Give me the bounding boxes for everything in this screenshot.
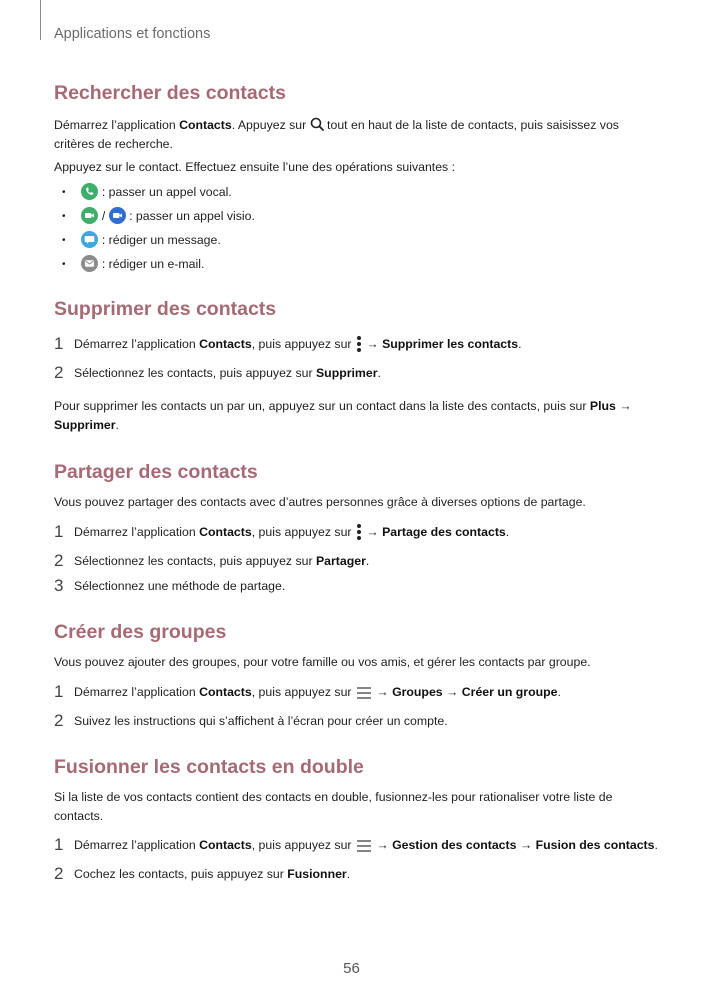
section-title-groups: Créer des groupes bbox=[54, 621, 227, 643]
search-icon bbox=[310, 117, 324, 131]
step-item bbox=[54, 523, 509, 541]
separator-text: / bbox=[98, 209, 109, 223]
arrow-text: → bbox=[362, 525, 383, 539]
section-title-search: Rechercher des contacts bbox=[54, 82, 286, 104]
bold-text: Contacts bbox=[199, 685, 252, 699]
bold-text: Plus bbox=[589, 399, 616, 413]
text: critères de recherche. bbox=[54, 136, 173, 151]
step-item bbox=[54, 865, 350, 883]
text: Démarrez l’application bbox=[74, 838, 200, 852]
search-paragraph-2: Appuyez sur le contact. Effectuez ensuite l’une des opérations suivantes : bbox=[54, 160, 456, 174]
bullet-item bbox=[62, 207, 255, 226]
bold-text: Contacts bbox=[199, 525, 252, 539]
page-number: 56 bbox=[343, 960, 360, 977]
text: Sélectionnez les contacts, puis appuyez sur bbox=[74, 554, 316, 568]
bold-text: Partager bbox=[315, 554, 366, 568]
text: Démarrez l’application bbox=[54, 118, 180, 132]
more-options-icon bbox=[355, 523, 363, 541]
section-title-share: Partager des contacts bbox=[54, 461, 258, 483]
step-number: 2 bbox=[54, 363, 64, 382]
section-title-merge: Fusionner les contacts en double bbox=[54, 756, 364, 778]
step-number: 1 bbox=[54, 835, 64, 854]
text: . bbox=[505, 525, 510, 539]
arrow-text: → bbox=[372, 838, 393, 852]
bold-text: Créer un groupe bbox=[461, 685, 558, 699]
bullet-text: : passer un appel visio. bbox=[125, 209, 255, 223]
bullet-dot: • bbox=[62, 187, 66, 198]
step-number: 1 bbox=[54, 522, 64, 541]
arrow-text: → bbox=[615, 399, 632, 413]
menu-icon bbox=[355, 839, 373, 853]
video-call-icon bbox=[81, 207, 98, 224]
bullet-item bbox=[62, 183, 232, 202]
text: Sélectionnez une méthode de partage. bbox=[74, 579, 286, 593]
step-item bbox=[54, 712, 448, 730]
text: Suivez les instructions qui s’affichent à l’écran pour créer un compte. bbox=[74, 714, 448, 728]
share-intro: Vous pouvez partager des contacts avec d’autres personnes grâce à diverses options de partage. bbox=[54, 495, 586, 509]
text: . bbox=[115, 417, 119, 432]
text: . bbox=[346, 867, 351, 881]
bullet-text: : rédiger un message. bbox=[98, 233, 221, 247]
text: Cochez les contacts, puis appuyez sur bbox=[74, 867, 288, 881]
search-paragraph-1 bbox=[54, 116, 644, 153]
bold-text: Fusion des contacts bbox=[535, 838, 655, 852]
delete-note bbox=[54, 397, 644, 434]
bold-text: Contacts bbox=[179, 118, 232, 132]
text: , puis appuyez sur bbox=[251, 685, 355, 699]
step-number: 1 bbox=[54, 682, 64, 701]
text: Pour supprimer les contacts un par un, appuyez sur un contact dans la liste des contacts, puis sur bbox=[54, 399, 590, 413]
bold-text: Supprimer les contacts bbox=[382, 337, 519, 351]
step-item bbox=[54, 335, 521, 353]
bold-text: Supprimer bbox=[54, 417, 116, 432]
text: Démarrez l’application bbox=[74, 525, 200, 539]
more-options-icon bbox=[355, 335, 363, 353]
step-item bbox=[54, 683, 561, 701]
step-item bbox=[54, 364, 381, 382]
step-item bbox=[54, 836, 658, 854]
text: Démarrez l’application bbox=[74, 337, 200, 351]
arrow-text: → bbox=[372, 685, 393, 699]
step-number: 3 bbox=[54, 576, 64, 595]
step-item bbox=[54, 577, 285, 595]
step-number: 2 bbox=[54, 551, 64, 570]
merge-intro: Si la liste de vos contacts contient des contacts en double, fusionnez-les pour rationaliser votre liste de contacts. bbox=[54, 790, 613, 823]
text: Sélectionnez les contacts, puis appuyez sur bbox=[74, 366, 316, 380]
text: , puis appuyez sur bbox=[251, 838, 355, 852]
video-call-alt-icon bbox=[109, 207, 126, 224]
header-rule bbox=[40, 0, 41, 40]
step-number: 1 bbox=[54, 334, 64, 353]
text: . bbox=[377, 366, 381, 380]
bold-text: Contacts bbox=[199, 337, 252, 351]
text: Démarrez l’application bbox=[74, 685, 200, 699]
section-title-delete: Supprimer des contacts bbox=[54, 298, 277, 320]
text: tout en haut de la liste de contacts, puis saisissez vos bbox=[323, 118, 619, 132]
bullet-text: : rédiger un e-mail. bbox=[98, 257, 205, 271]
text: , puis appuyez sur bbox=[251, 337, 355, 351]
email-icon bbox=[81, 255, 98, 272]
bullet-dot: • bbox=[62, 259, 66, 270]
bullet-dot: • bbox=[62, 235, 66, 246]
bullet-dot: • bbox=[62, 211, 66, 222]
bold-text: Partage des contacts bbox=[382, 525, 506, 539]
running-header: Applications et fonctions bbox=[54, 26, 211, 42]
step-item bbox=[54, 552, 369, 570]
arrow-text: → bbox=[516, 838, 536, 852]
bullet-item bbox=[62, 255, 204, 274]
arrow-text: → bbox=[442, 685, 462, 699]
text: . Appuyez sur bbox=[231, 118, 310, 132]
bold-text: Contacts bbox=[199, 838, 252, 852]
phone-call-icon bbox=[81, 183, 98, 200]
bullet-item bbox=[62, 231, 221, 250]
bullet-text: : passer un appel vocal. bbox=[98, 185, 232, 199]
step-number: 2 bbox=[54, 711, 64, 730]
bold-text: Groupes bbox=[392, 685, 443, 699]
groups-intro: Vous pouvez ajouter des groupes, pour votre famille ou vos amis, et gérer les contacts par groupe. bbox=[54, 655, 591, 669]
step-number: 2 bbox=[54, 864, 64, 883]
text: . bbox=[518, 337, 522, 351]
message-icon bbox=[81, 231, 98, 248]
text: . bbox=[654, 838, 658, 852]
arrow-text: → bbox=[362, 337, 383, 351]
text: , puis appuyez sur bbox=[251, 525, 355, 539]
text: . bbox=[557, 685, 561, 699]
bold-text: Gestion des contacts bbox=[392, 838, 517, 852]
text: . bbox=[365, 554, 370, 568]
bold-text: Supprimer bbox=[315, 366, 378, 380]
bold-text: Fusionner bbox=[287, 867, 347, 881]
menu-icon bbox=[355, 686, 373, 700]
